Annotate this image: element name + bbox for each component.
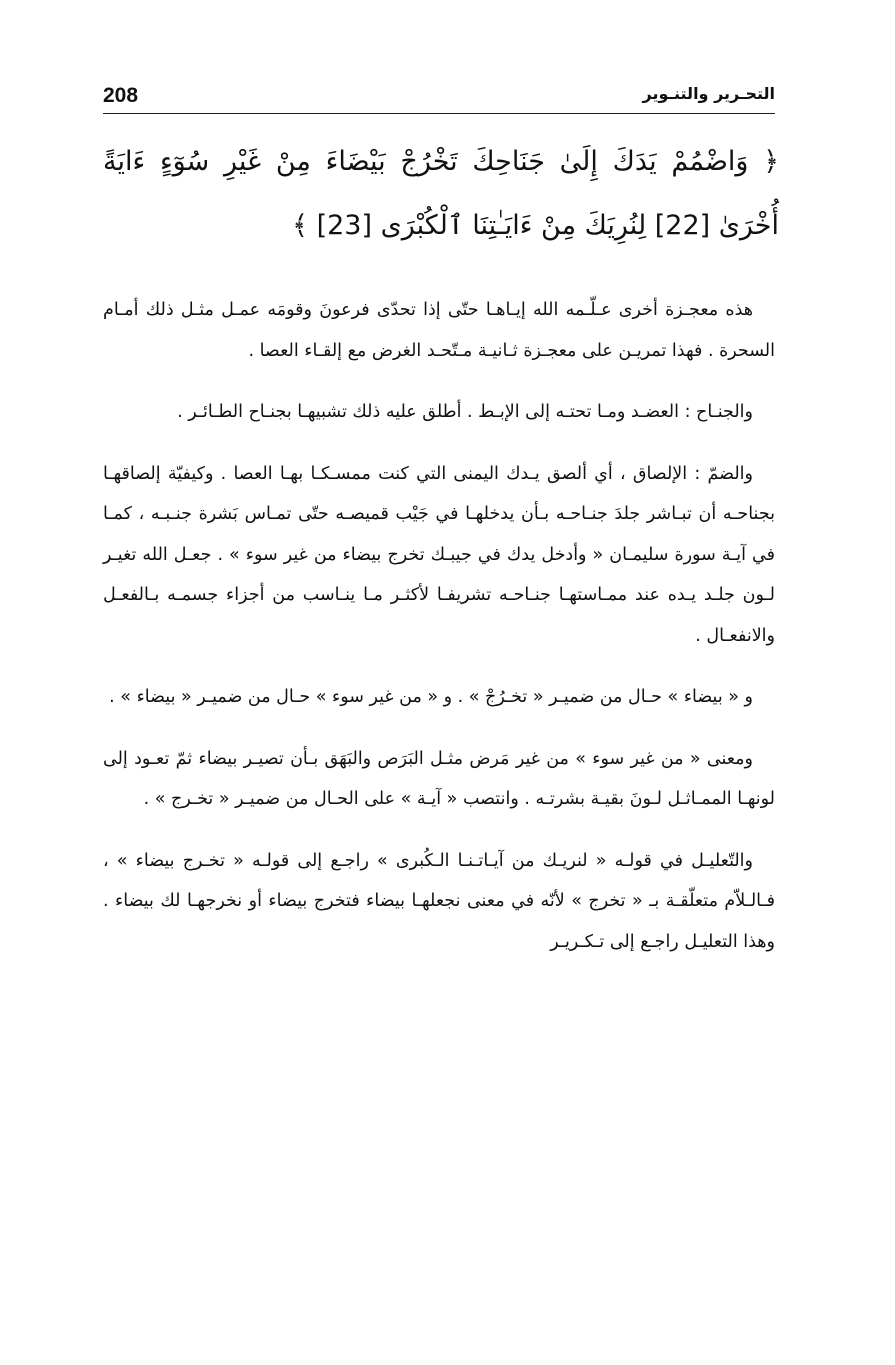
paragraph-5: ومعنى « من غير سوء » من غير مَرض مثـل البَرَص والبَهَق بـأن تصيـر بيضاء ثمّ تعـود إلى لونهـا الممـاثـل لـونَ بقيـة بشرتـه . وانتصب « آيـة » على الحـال من ضميـر « تخـرج » .: [103, 748, 775, 809]
running-title: التحـرير والتنـوير: [642, 84, 775, 103]
paragraph-1: هذه معجـزة أخرى عـلّـمه الله إيـاهـا حتّى إذا تحدّى فرعونَ وقومَه عمـل مثـل ذلك أمـام السحرة . فهذا تمريـن على معجـزة ثـانيـة مـتّحـد الغرض مع إلقـاء العصا .: [103, 300, 775, 361]
verse-close-bracket: ﴾: [292, 210, 308, 241]
commentary-body: [103, 290, 775, 983]
verse-open-bracket: ﴿: [763, 146, 780, 177]
paragraph-4: و « بيضاء » حـال من ضميـر « تخـرُجْ » . و « من غير سوء » حـال من ضميـر « بيضاء » .: [109, 687, 753, 707]
verse-text: وَاضْمُمْ يَدَكَ إِلَىٰ جَنَاحِكَ تَخْرُجْ بَيْضَاءَ مِنْ غَيْرِ سُوٓءٍ ءَايَةً أُخْرَىٰ [22] لِنُرِيَكَ مِنْ ءَايَـٰتِنَا ٱلْكُبْرَى [23]: [103, 146, 779, 241]
page-header: [103, 82, 775, 114]
paragraph-3: والضمّ : الإلصاق ، أي ألصق يـدك اليمنى التي كنت ممسـكـا بهـا العصا . وكيفيّة إلصاقهـا بجناحـه أن تبـاشر جلدَ جنـاحـه بـأن يدخلهـا في جَيْب قميصـه حتّى تمـاس بَشرة جنـبـه ، كمـا في آيـة سورة سليمـان « وأدخل يدك في جيبـك تخرج بيضاء من غير سوء » . جعـل الله تغيـر لـون جلـد يـده عند ممـاستهـا جنـاحـه تشريفـا لأكثـر مـا ينـاسب من أجزاء جسمـه بـالفعـل والانفعـال .: [103, 463, 775, 646]
header-divider: [103, 113, 775, 114]
quran-verse: [103, 130, 779, 258]
paragraph-6: والتّعليـل في قولـه « لنريـك من آيـاتـنـا الـكُبرى » راجـع إلى قولـه « تخـرج بيضاء » ، فـالـلاّم متعلّقـة بـ « تخرج » لأنّه في معنى نجعلهـا بيضاء فتخرج بيضاء أو نخرجهـا لك بيضاء . وهذا التعليـل راجـع إلى تـكـريـر: [103, 850, 775, 952]
page-number: 208: [103, 84, 139, 107]
paragraph-2: والجنـاح : العضـد ومـا تحتـه إلى الإبـط . أطلق عليه ذلك تشبيهـا بجنـاح الطـائـر .: [177, 402, 753, 422]
